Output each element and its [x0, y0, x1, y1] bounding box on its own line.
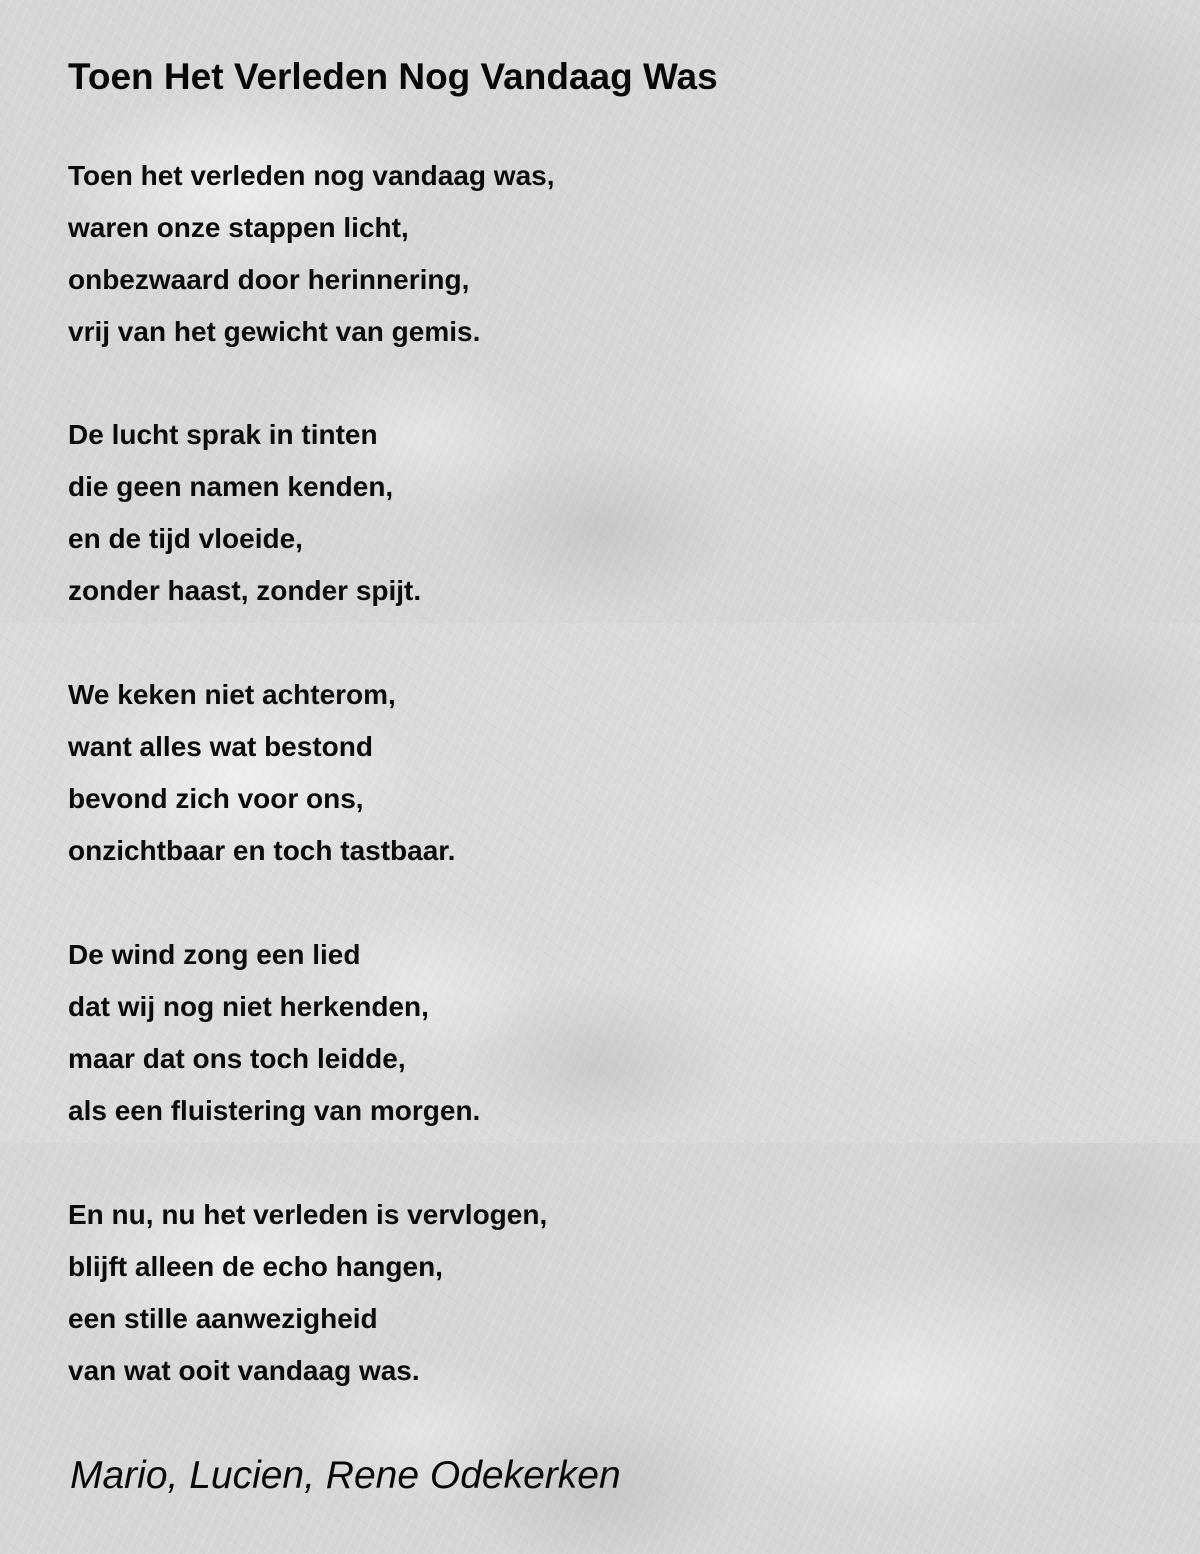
poem-line: dat wij nog niet herkenden, [68, 991, 429, 1022]
poem-line: De lucht sprak in tinten [68, 419, 378, 450]
poem-line: maar dat ons toch leidde, [68, 1043, 406, 1074]
poem-line: en de tijd vloeide, [68, 523, 303, 554]
poem-line: die geen namen kenden, [68, 471, 394, 502]
stanza-4 [68, 929, 480, 1137]
poem-line: Toen het verleden nog vandaag was, [68, 160, 555, 191]
poem-line: van wat ooit vandaag was. [68, 1355, 420, 1386]
poem-line: waren onze stappen licht, [68, 212, 409, 243]
stanza-1 [68, 150, 555, 358]
poem-line: De wind zong een lied [68, 939, 361, 970]
stanza-3 [68, 669, 455, 877]
poem-line: We keken niet achterom, [68, 679, 396, 710]
stanza-5 [68, 1189, 547, 1397]
poem-title: Toen Het Verleden Nog Vandaag Was [68, 56, 718, 97]
poem-author: Mario, Lucien, Rene Odekerken [70, 1454, 621, 1497]
poem-line: want alles wat bestond [68, 731, 373, 762]
poem-line: een stille aanwezigheid [68, 1303, 378, 1334]
poem-line: bevond zich voor ons, [68, 783, 364, 814]
poem-line: als een fluistering van morgen. [68, 1095, 481, 1126]
poem-line: blijft alleen de echo hangen, [68, 1251, 443, 1282]
poem-line: zonder haast, zonder spijt. [68, 575, 422, 606]
poem-line: En nu, nu het verleden is vervlogen, [68, 1199, 548, 1230]
stanza-2 [68, 409, 421, 617]
poem-line: onzichtbaar en toch tastbaar. [68, 835, 456, 866]
poem-line: onbezwaard door herinnering, [68, 264, 470, 295]
poem-line: vrij van het gewicht van gemis. [68, 316, 481, 347]
